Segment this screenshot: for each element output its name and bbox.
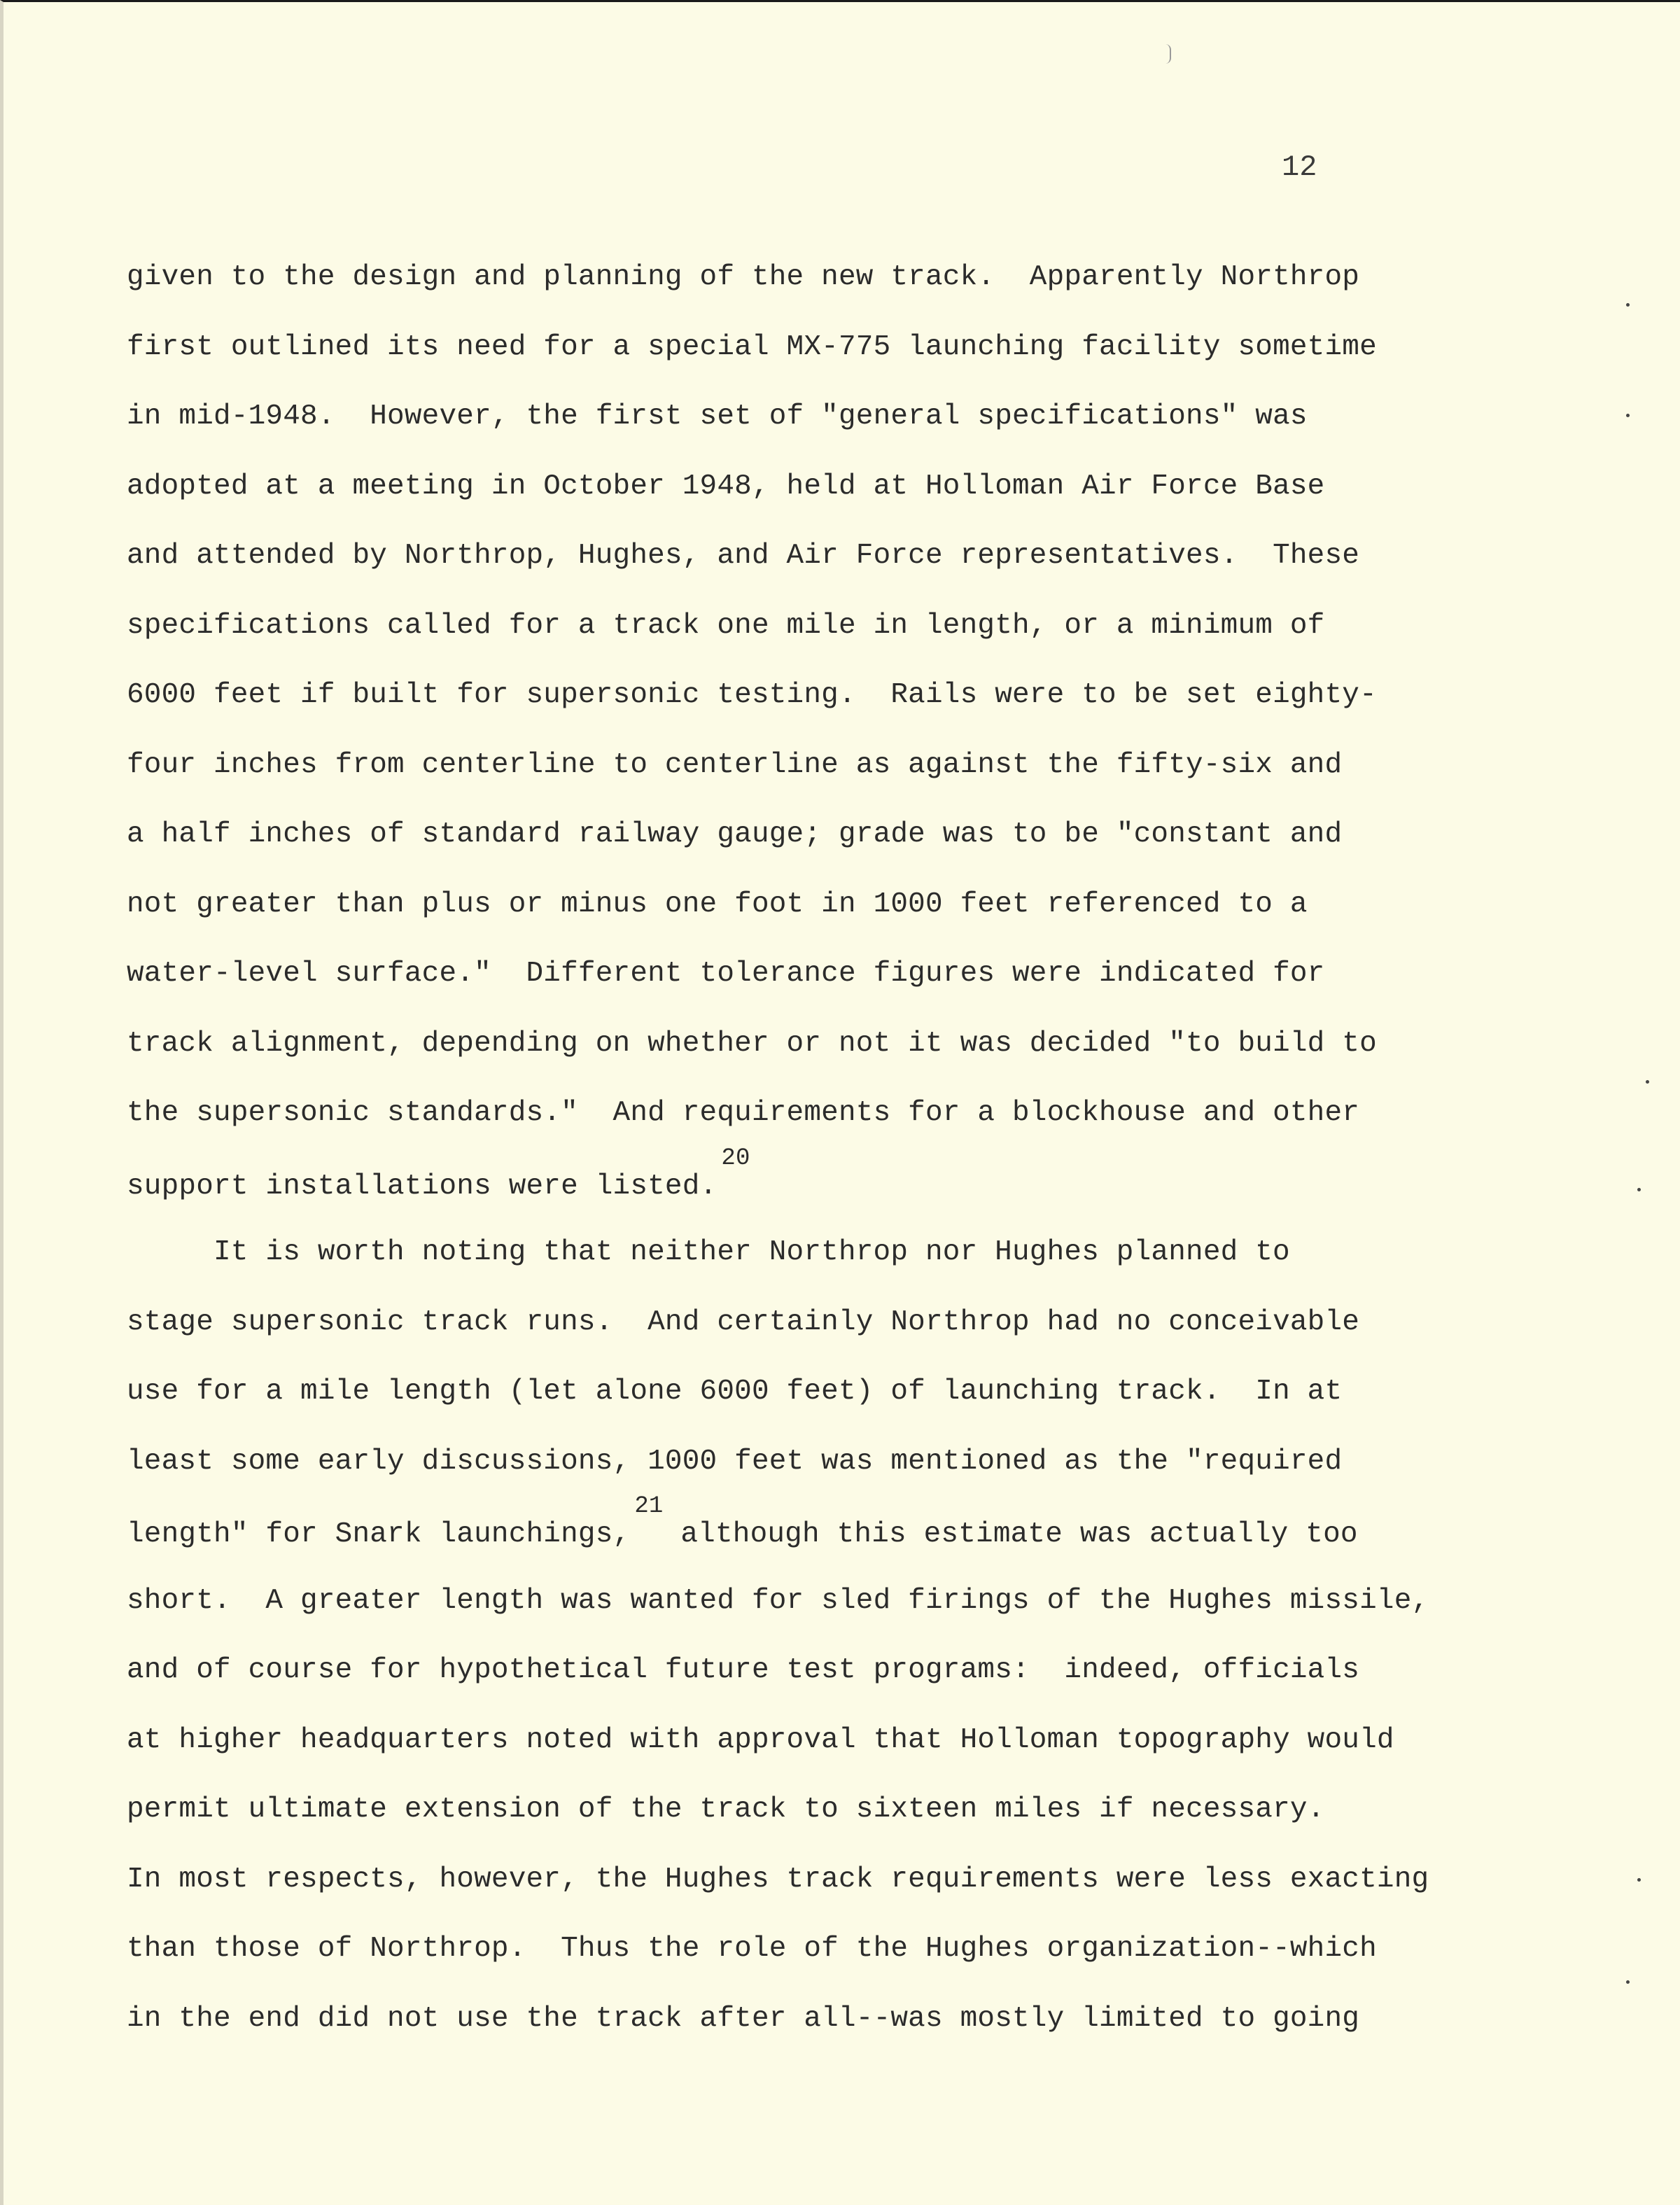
text-line: 6000 feet if built for supersonic testing. Rails were to be set eighty- [127,679,1377,711]
pencil-mark [1166,44,1171,64]
text-line: the supersonic standards." And requirements for a blockhouse and other [127,1097,1360,1129]
text-line: in mid-1948. However, the first set of "general specifications" was [127,400,1308,433]
line-text-before: length" for Snark launchings, [127,1518,631,1550]
text-line: specifications called for a track one mile in length, or a minimum of [127,609,1325,642]
paragraph-first-line: It is worth noting that neither Northrop nor Hughes planned to [214,1236,1290,1268]
text-line: and of course for hypothetical future test programs: indeed, officials [127,1654,1360,1686]
text-line: than those of Northrop. Thus the role of the Hughes organization--which [127,1933,1377,1965]
text-line-with-footnote: support installations were listed.20 [127,1144,750,1203]
text-line: stage supersonic track runs. And certainly Northrop had no conceivable [127,1306,1360,1338]
text-line: permit ultimate extension of the track to sixteen miles if necessary. [127,1793,1325,1826]
paper-speck [1626,1980,1630,1984]
text-line: adopted at a meeting in October 1948, held at Holloman Air Force Base [127,470,1325,503]
paper-speck [1637,1878,1641,1882]
text-line: a half inches of standard railway gauge; grade was to be "constant and [127,818,1343,850]
text-line: in the end did not use the track after all--was mostly limited to going [127,2002,1360,2035]
line-text: support installations were listed. [127,1170,718,1203]
text-line: not greater than plus or minus one foot in 1000 feet referenced to a [127,888,1308,920]
line-text-after: although this estimate was actually too [663,1518,1358,1550]
paper-speck [1637,1188,1641,1191]
text-line-with-footnote: length" for Snark launchings,21 although this estimate was actually too [127,1493,1358,1550]
text-line: track alignment, depending on whether or not it was decided "to build to [127,1027,1377,1060]
body-text [127,253,1625,2064]
text-line: least some early discussions, 1000 feet was mentioned as the "required [127,1445,1343,1478]
text-line: at higher headquarters noted with approval that Holloman topography would [127,1723,1394,1756]
text-line: short. A greater length was wanted for sled firings of the Hughes missile, [127,1584,1429,1617]
page-number: 12 [1282,150,1317,184]
text-line: water-level surface." Different tolerance figures were indicated for [127,958,1325,990]
text-line: In most respects, however, the Hughes track requirements were less exacting [127,1863,1429,1896]
text-line: four inches from centerline to centerline as against the fifty-six and [127,748,1343,781]
paper-speck [1626,414,1630,417]
text-line: and attended by Northrop, Hughes, and Air Force representatives. These [127,540,1360,572]
paper-speck [1626,303,1630,307]
text-line: given to the design and planning of the new track. Apparently Northrop [127,261,1360,293]
paper-speck [1646,1080,1649,1084]
text-line: first outlined its need for a special MX-775 launching facility sometime [127,330,1377,363]
text-line: use for a mile length (let alone 6000 feet) of launching track. In at [127,1376,1343,1408]
